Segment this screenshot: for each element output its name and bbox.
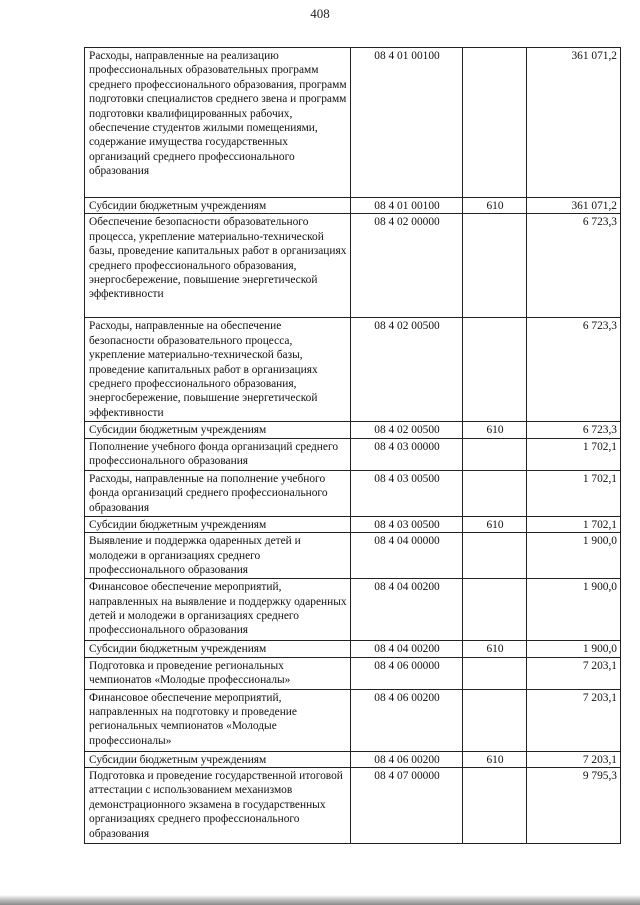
row-name: Подготовка и проведение государственной итоговой аттестации с использованием механизмов демонстрационного экзамена в государственных организациях среднего профессионального образования: [85, 768, 351, 844]
row-code: 08 4 02 00500: [351, 318, 463, 422]
budget-table: [84, 47, 621, 844]
table-row: [85, 641, 621, 657]
row-code: 08 4 01 00100: [351, 48, 463, 198]
table-row: [85, 422, 621, 438]
row-type: [463, 768, 527, 844]
row-amount: 6 723,3: [527, 214, 621, 318]
table-row: [85, 198, 621, 214]
row-name: Подготовка и проведение региональных чемпионатов «Молодые профессионалы»: [85, 657, 351, 689]
table-row: [85, 533, 621, 579]
row-code: 08 4 03 00500: [351, 516, 463, 532]
row-code: 08 4 06 00000: [351, 657, 463, 689]
table-row: [85, 751, 621, 767]
row-type: [463, 470, 527, 516]
row-code: 08 4 02 00500: [351, 422, 463, 438]
row-name: Финансовое обеспечение мероприятий, направленных на подготовку и проведение региональных чемпионатов «Молодые профессионалы»: [85, 689, 351, 751]
row-amount: 7 203,1: [527, 689, 621, 751]
row-type: 610: [463, 751, 527, 767]
row-amount: 6 723,3: [527, 318, 621, 422]
row-type: [463, 579, 527, 641]
row-amount: 1 900,0: [527, 641, 621, 657]
row-type: [463, 214, 527, 318]
row-type: [463, 657, 527, 689]
row-name: Субсидии бюджетным учреждениям: [85, 641, 351, 657]
row-amount: 1 900,0: [527, 533, 621, 579]
row-name: Субсидии бюджетным учреждениям: [85, 198, 351, 214]
row-code: 08 4 03 00000: [351, 438, 463, 470]
row-code: 08 4 06 00200: [351, 689, 463, 751]
table-row: [85, 579, 621, 641]
row-name: Расходы, направленные на реализацию профессиональных образовательных программ среднего профессионального образования, программ подготовки специалистов среднего звена и программ подготовки квалифицированных рабочих, обеспечение студентов жилыми помещениями, содержание имущества государственных организаций среднего профессионального образования: [85, 48, 351, 198]
table-row: [85, 48, 621, 198]
row-amount: 361 071,2: [527, 48, 621, 198]
row-code: 08 4 03 00500: [351, 470, 463, 516]
row-name: Выявление и поддержка одаренных детей и молодежи в организациях среднего профессионального образования: [85, 533, 351, 579]
row-type: 610: [463, 516, 527, 532]
row-name: Пополнение учебного фонда организаций среднего профессионального образования: [85, 438, 351, 470]
table-row: [85, 657, 621, 689]
row-name: Субсидии бюджетным учреждениям: [85, 751, 351, 767]
table-row: [85, 768, 621, 844]
row-type: [463, 48, 527, 198]
row-amount: 1 702,1: [527, 470, 621, 516]
row-code: 08 4 06 00200: [351, 751, 463, 767]
row-name: Расходы, направленные на пополнение учебного фонда организаций среднего профессионального образования: [85, 470, 351, 516]
row-amount: 361 071,2: [527, 198, 621, 214]
row-code: 08 4 04 00200: [351, 641, 463, 657]
row-type: [463, 318, 527, 422]
row-amount: 7 203,1: [527, 751, 621, 767]
row-name: Расходы, направленные на обеспечение безопасности образовательного процесса, укрепление материально-технической базы, проведение капитальных работ в организациях среднего профессионального образования, энергосбережение, повышение энергетической эффективности: [85, 318, 351, 422]
table-row: [85, 689, 621, 751]
row-type: 610: [463, 198, 527, 214]
table-row: [85, 438, 621, 470]
row-code: 08 4 04 00200: [351, 579, 463, 641]
row-amount: 1 702,1: [527, 516, 621, 532]
row-name: Субсидии бюджетным учреждениям: [85, 516, 351, 532]
table-row: [85, 470, 621, 516]
row-amount: 9 795,3: [527, 768, 621, 844]
row-amount: 1 900,0: [527, 579, 621, 641]
row-code: 08 4 01 00100: [351, 198, 463, 214]
row-amount: 6 723,3: [527, 422, 621, 438]
row-type: 610: [463, 641, 527, 657]
row-amount: 7 203,1: [527, 657, 621, 689]
row-code: 08 4 04 00000: [351, 533, 463, 579]
row-name: Обеспечение безопасности образовательного процесса, укрепление материально-технической базы, проведение капитальных работ в организациях среднего профессионального образования, энергосбережение, повышение энергетической эффективности: [85, 214, 351, 318]
row-code: 08 4 02 00000: [351, 214, 463, 318]
table-row: [85, 318, 621, 422]
row-code: 08 4 07 00000: [351, 768, 463, 844]
page-number: 408: [310, 6, 330, 21]
table-row: [85, 516, 621, 532]
row-type: [463, 533, 527, 579]
row-type: [463, 438, 527, 470]
row-type: 610: [463, 422, 527, 438]
row-type: [463, 689, 527, 751]
row-name: Финансовое обеспечение мероприятий, направленных на выявление и поддержку одаренных детей и молодежи в организациях среднего профессионального образования: [85, 579, 351, 641]
scan-edge: [0, 895, 640, 905]
row-name: Субсидии бюджетным учреждениям: [85, 422, 351, 438]
table-row: [85, 214, 621, 318]
row-amount: 1 702,1: [527, 438, 621, 470]
